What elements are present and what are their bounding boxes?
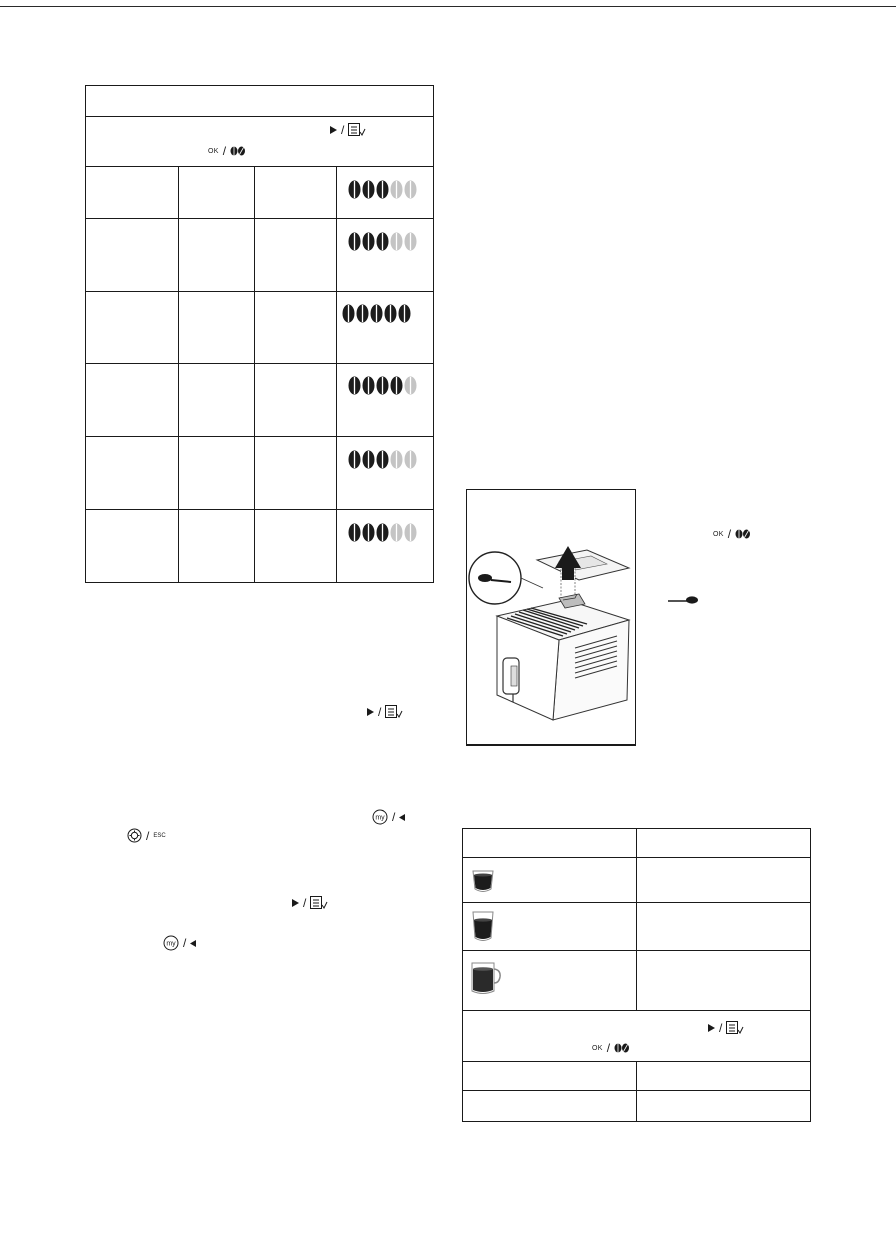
strength-beans-row	[348, 450, 417, 469]
bean-empty-icon	[404, 180, 417, 199]
my-icon	[372, 809, 388, 825]
bean-filled-icon	[362, 450, 375, 469]
coffee-glass-icon	[471, 910, 495, 949]
slash-separator: /	[606, 1041, 611, 1055]
bean-filled-icon	[376, 376, 389, 395]
bean-empty-icon	[390, 180, 403, 199]
slash-separator: /	[146, 828, 150, 843]
back-arrow-icon	[190, 940, 196, 947]
beans-icon	[230, 146, 246, 156]
header-play-list-icons	[330, 123, 366, 137]
beans-icon	[735, 529, 751, 539]
play-icon	[367, 708, 374, 716]
slash-separator: /	[392, 810, 396, 824]
strength-beans-row	[348, 376, 417, 395]
measuring-scoop-icon	[668, 592, 698, 610]
ok-beans-inline-icon	[592, 1041, 630, 1055]
mug-icon	[470, 959, 502, 1002]
bean-filled-icon	[376, 523, 389, 542]
bean-empty-icon	[404, 376, 417, 395]
header-ok-beans-icons	[208, 144, 246, 158]
bean-filled-icon	[398, 304, 411, 323]
bean-filled-icon	[362, 523, 375, 542]
bean-filled-icon	[342, 304, 355, 323]
bean-empty-icon	[390, 232, 403, 251]
top-rule	[0, 6, 896, 7]
list-icon	[726, 1021, 744, 1035]
ok-beans-inline-icon	[713, 527, 751, 541]
strength-beans-row	[348, 232, 417, 251]
slash-separator: /	[183, 936, 187, 950]
play-icon	[292, 899, 299, 907]
play-icon	[708, 1024, 715, 1032]
bean-empty-icon	[404, 232, 417, 251]
my-label: my	[375, 814, 385, 822]
bean-filled-icon	[348, 523, 361, 542]
slash-separator: /	[303, 896, 307, 910]
machine-illustration	[466, 489, 636, 746]
bean-filled-icon	[362, 232, 375, 251]
slash-separator: /	[727, 527, 732, 541]
slash-separator: /	[378, 705, 382, 719]
bean-filled-icon	[348, 376, 361, 395]
bean-filled-icon	[384, 304, 397, 323]
play-list-inline-icon	[367, 705, 403, 719]
back-arrow-icon	[399, 814, 405, 821]
list-icon	[385, 705, 403, 719]
bean-empty-icon	[390, 450, 403, 469]
bean-empty-icon	[390, 523, 403, 542]
bean-filled-icon	[376, 450, 389, 469]
slash-separator: /	[222, 144, 227, 158]
play-icon	[330, 126, 337, 134]
gear-icon	[127, 828, 142, 843]
strength-beans-row	[348, 523, 417, 542]
esc-label: ESC	[153, 832, 166, 839]
bean-filled-icon	[348, 450, 361, 469]
settings-esc-inline-icon	[127, 828, 166, 843]
ok-label: OK	[713, 530, 724, 538]
ok-label: OK	[208, 147, 219, 155]
bean-filled-icon	[390, 376, 403, 395]
cup-size-table	[462, 828, 811, 1122]
bean-filled-icon	[376, 232, 389, 251]
bean-filled-icon	[348, 232, 361, 251]
my-icon	[163, 935, 179, 951]
list-icon	[348, 123, 366, 137]
bean-filled-icon	[356, 304, 369, 323]
espresso-cup-icon	[471, 867, 495, 900]
bean-filled-icon	[362, 376, 375, 395]
bean-filled-icon	[348, 180, 361, 199]
my-label: my	[166, 940, 176, 948]
list-icon	[310, 896, 328, 910]
my-back-inline-icon	[372, 809, 405, 825]
bean-filled-icon	[370, 304, 383, 323]
coffee-strength-table	[85, 85, 434, 583]
slash-separator: /	[341, 123, 345, 137]
play-list-inline-icon	[292, 896, 328, 910]
bean-empty-icon	[404, 523, 417, 542]
my-back-inline-icon	[163, 935, 196, 951]
ok-label: OK	[592, 1044, 603, 1052]
bean-empty-icon	[404, 450, 417, 469]
play-list-inline-icon	[708, 1021, 744, 1035]
bean-filled-icon	[362, 180, 375, 199]
strength-beans-row	[342, 304, 411, 323]
machine-drawing	[467, 490, 636, 746]
strength-beans-row	[348, 180, 417, 199]
beans-icon	[614, 1043, 630, 1053]
slash-separator: /	[719, 1021, 723, 1035]
bean-filled-icon	[376, 180, 389, 199]
